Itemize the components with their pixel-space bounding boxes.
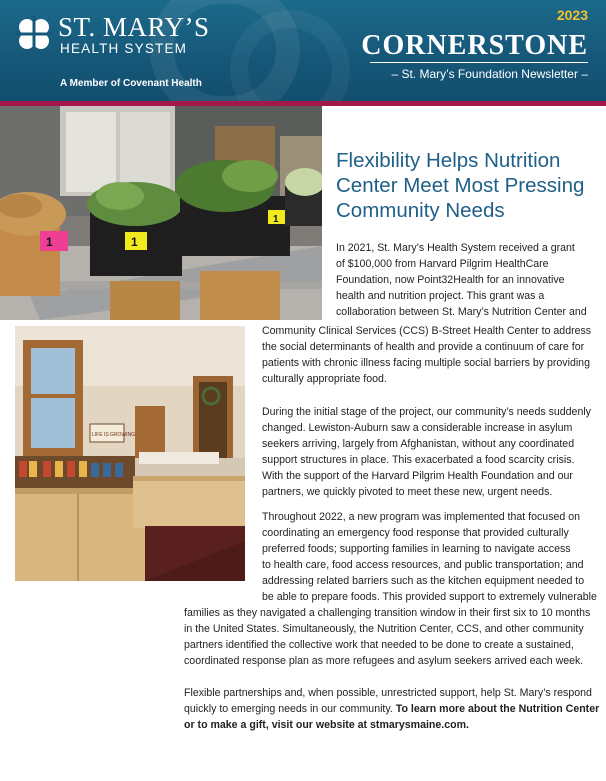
text-line: support structures in place. This exacerbated a food scarcity crisis. — [262, 454, 575, 466]
text-line: patients with chronic illness facing multiple social barriers by providing — [262, 357, 590, 369]
bin-label-2: 1 — [131, 235, 138, 249]
call-to-action: To learn more about the Nutrition Center — [395, 703, 600, 715]
masthead-rule — [370, 62, 588, 63]
paragraph-3-bottom — [184, 605, 590, 669]
text-line — [184, 701, 599, 717]
text-line: Foundation, now Point32Health for an innovative — [336, 274, 565, 286]
text-line: changed. Lewiston-Auburn saw a considerable increase in asylum — [262, 422, 573, 434]
text-line: seekers arriving, largely from Afghanistan, without any coordinated — [262, 438, 575, 450]
paragraph-1-top — [336, 240, 587, 320]
text-line: During the initial stage of the project, our community’s needs suddenly — [262, 406, 591, 418]
text-line: coordinating an emergency food response that provided culturally — [262, 527, 569, 539]
newsletter-subtitle: – St. Mary’s Foundation Newsletter – — [391, 67, 588, 81]
text-line: culturally appropriate food. — [262, 373, 387, 385]
article-title — [336, 148, 586, 223]
text-line: partners, we quickly pivoted to meet these new, urgent needs. — [262, 486, 553, 498]
bin-label-3: 1 — [273, 214, 279, 225]
paragraph-3-top — [262, 509, 597, 605]
text-line: With the support of the Harvard Pilgrim Health Foundation and our — [262, 470, 573, 482]
title-line: Flexibility Helps Nutrition — [336, 149, 561, 172]
text-line: Community Clinical Services (CCS) B-Street Health Center to address — [262, 325, 592, 337]
text-segment: quickly to emerging needs in our community. — [184, 703, 396, 715]
paragraph-4 — [184, 685, 599, 733]
food-pantry-photo — [15, 326, 245, 581]
text-line: addressing related barriers such as the kitchen equipment needed to — [262, 575, 585, 587]
text-line: coordinated response plan as more refugees and asylum seekers arrived each week. — [184, 655, 584, 667]
text-line: Flexible partnerships and, when possible, unrestricted support, help St. Mary’s respond — [184, 687, 592, 699]
title-line: Center Meet Most Pressing — [336, 174, 585, 197]
newsletter-masthead: CORNERSTONE — [361, 30, 588, 61]
text-line: In 2021, St. Mary’s Health System received a grant — [336, 242, 575, 254]
cross-logo-icon — [14, 14, 54, 54]
produce-table-photo — [0, 106, 322, 320]
paragraph-1-bottom — [262, 323, 591, 387]
paragraph-2 — [262, 404, 591, 500]
bin-label-1: 1 — [46, 235, 53, 249]
title-line: Community Needs — [336, 199, 505, 222]
text-line: in the United States. Simultaneously, the Nutrition Center, CCS, and other community — [184, 623, 584, 635]
website-call-to-action[interactable]: or to make a gift, visit our website at stmarysmaine.com. — [184, 719, 469, 731]
text-line: to health care, food access resources, and public transportation; and — [262, 559, 584, 571]
food-pantry-illustration — [15, 326, 245, 581]
issue-year: 2023 — [556, 7, 588, 23]
text-line: the social determinants of health and provide a continuum of care for — [262, 341, 585, 353]
pantry-sign-text: LIFE IS GROWING — [92, 432, 136, 438]
text-line: families as they navigated a challenging transition window in their first six to 10 months — [184, 607, 591, 619]
text-line: Throughout 2022, a new program was implemented that focused on — [262, 511, 581, 523]
member-tagline: A Member of Covenant Health — [60, 78, 202, 89]
brand-name: ST. MARY’S — [58, 12, 210, 42]
newsletter-header — [0, 0, 606, 101]
text-line: of $100,000 from Harvard Pilgrim HealthCare — [336, 258, 549, 270]
text-line: collaboration between St. Mary’s Nutrition Center and — [336, 306, 587, 318]
text-line: health and nutrition project. This grant was a — [336, 290, 545, 302]
produce-table-illustration — [0, 106, 322, 320]
text-line: preferred foods; supporting families in learning to navigate access — [262, 543, 571, 555]
text-line: partners identified the collective work that needed to be done to create a sustained, — [184, 639, 574, 651]
brand-subtitle: HEALTH SYSTEM — [60, 41, 188, 56]
text-line: be able to prepare foods. This provided support to extremely vulnerable — [262, 591, 597, 603]
